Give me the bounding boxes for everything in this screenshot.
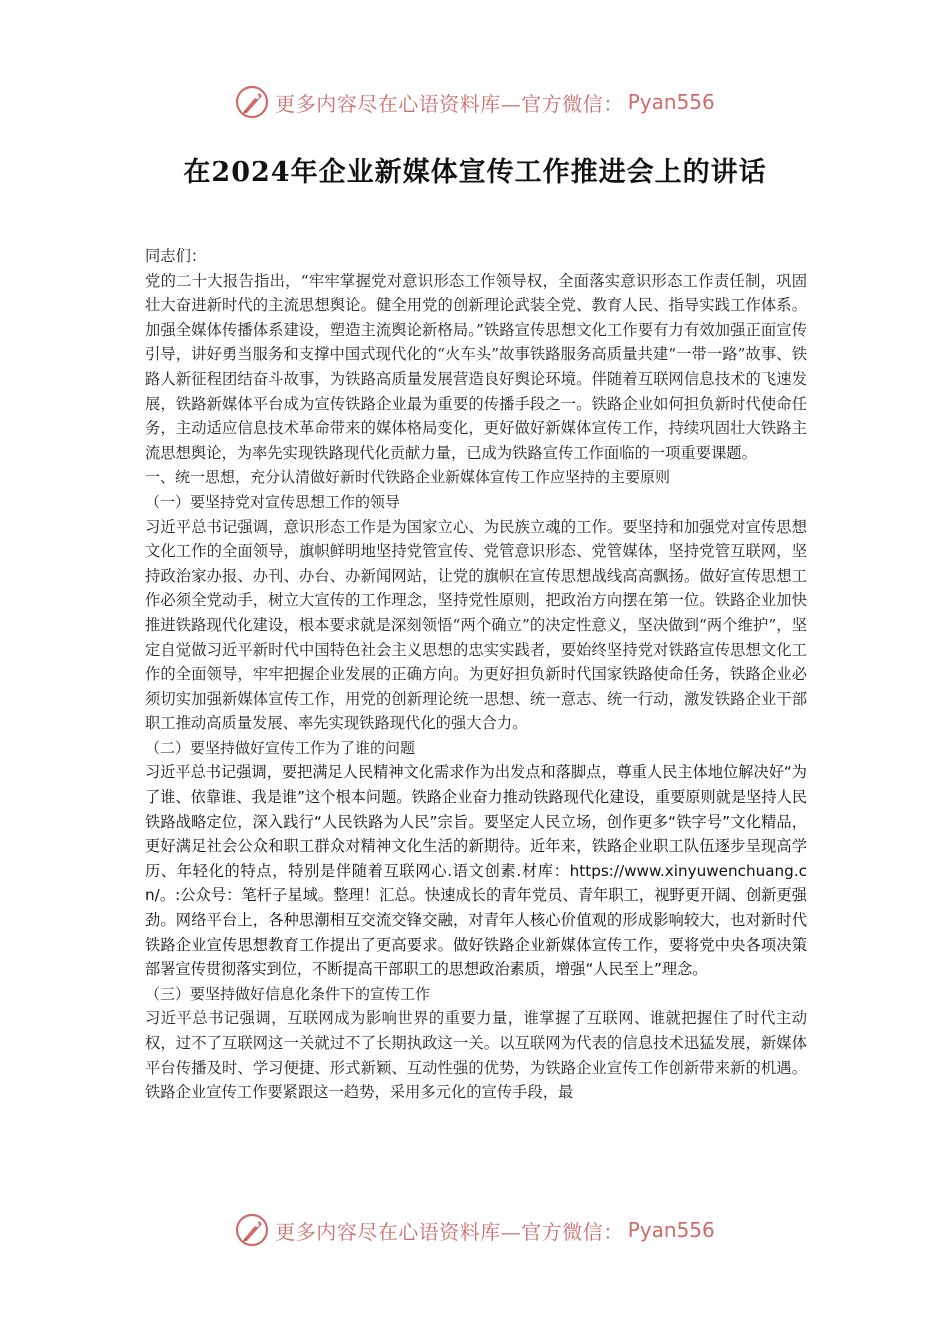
subsection-3-paragraph: 习近平总书记强调，互联网成为影响世界的重要力量，谁掌握了互联网、谁就把握住了时代主动权，过不了互联网这一关就过不了长期执政这一关。以互联网为代表的信息技术迅猛发展，新媒体平台传播及时、学习便捷、形式新颖、互动性强的优势，为铁路企业宣传工作创新带来新的机遇。铁路企业宣传工作要紧跟这一趋势，采用多元化的宣传手段，最 [145,1009,807,1102]
subsection-2-paragraph: 习近平总书记强调，要把满足人民精神文化需求作为出发点和落脚点，尊重人民主体地位解决好“为了谁、依靠谁、我是谁”这个根本问题。铁路企业奋力推动铁路现代化建设，重要原则就是坚持人民铁路战略定位，深入践行“人民铁路为人民”宗旨。要坚定人民立场，创作更多“铁字号”文化精品，更好满足社会公众和职工群众对精神文化生活的新期待。近年来，铁路企业职工队伍逐步呈现高学历、年轻化的特点，特别是伴随着互联网心.语文创素.材库：https://www.xinyuwenchuang.cn/。:公众号：笔杆子星域。整理！汇总。快速成长的青年党员、青年职工，视野更开阔、创新更强劲。网络平台上，各种思潮相互交流交锋交融，对青年人核心价值观的形成影响较大，也对新时代铁路企业宣传思想教育工作提出了更高要求。做好铁路企业新媒体宣传工作，要将党中央各项决策部署宣传贯彻落实到位，不断提高干部职工的思想政治素质，增强“人民至上”理念。 [145,763,807,979]
document-body [145,244,807,1105]
pen-logo-icon [235,85,269,119]
salutation: 同志们： [145,247,207,265]
subsection-1-heading: （一）要坚持党对宣传思想工作的领导 [145,492,401,511]
subsection-3-heading: （三）要坚持做好信息化条件下的宣传工作 [145,984,431,1003]
subsection-1-paragraph: 习近平总书记强调，意识形态工作是为国家立心、为民族立魂的工作。要坚持和加强党对宣传思想文化工作的全面领导，旗帜鲜明地坚持党管宣传、党管意识形态、党管媒体，坚持党管互联网，坚持政治家办报、办刊、办台、办新闻网站，让党的旗帜在宣传思想战线高高飘扬。做好宣传思想工作必须全党动手，树立大宣传的工作理念，坚持党性原则，把政治方向摆在第一位。铁路企业加快推进铁路现代化建设，根本要求就是深刻领悟“两个确立”的决定性意义，坚决做到“两个维护”，坚定自觉做习近平新时代中国特色社会主义思想的忠实实践者，要始终坚持党对铁路宣传思想文化工作的全面领导，牢牢把握企业发展的正确方向。为更好担负新时代国家铁路使命任务，铁路企业必须切实加强新媒体宣传工作，用党的创新理论统一思想、统一意志、统一行动，激发铁路企业干部职工推动高质量发展、率先实现铁路现代化的强大合力。 [145,517,807,733]
document-title: 在2024年企业新媒体宣传工作推进会上的讲话 [183,157,767,188]
intro-paragraph: 党的二十大报告指出，“牢牢掌握党对意识形态工作领导权，全面落实意识形态工作责任制，巩固壮大奋进新时代的主流思想舆论。健全用党的创新理论武装全党、教育人民、指导实践工作体系。加强全媒体传播体系建设，塑造主流舆论新格局。”铁路宣传思想文化工作要有力有效加强正面宣传引导，讲好勇当服务和支撑中国式现代化的“火车头”故事铁路服务高质量共建“一带一路”故事、铁路人新征程团结奋斗故事，为铁路高质量发展营造良好舆论环境。伴随着互联网信息技术的飞速发展，铁路新媒体平台成为宣传铁路企业最为重要的传播手段之一。铁路企业如何担负新时代使命任务，主动适应信息技术革命带来的媒体格局变化，更好做好新媒体宣传工作，持续巩固壮大铁路主流思想舆论，为率先实现铁路现代化贡献力量，已成为铁路宣传工作面临的一项重要课题。 [145,271,807,462]
banner-wechat-id: Pyan556 [627,90,715,114]
header-watermark-banner [0,82,950,122]
footer-watermark-banner [0,1210,950,1250]
subsection-2-heading: （二）要坚持做好宣传工作为了谁的问题 [145,738,416,757]
banner-text: 更多内容尽在心语资料库—官方微信： [275,1219,624,1244]
section-1-heading: 一、统一思想，充分认清做好新时代铁路企业新媒体宣传工作应坚持的主要原则 [145,468,671,487]
banner-wechat-id: Pyan556 [627,1218,715,1242]
pen-logo-icon [235,1213,269,1247]
banner-text: 更多内容尽在心语资料库—官方微信： [275,91,624,116]
